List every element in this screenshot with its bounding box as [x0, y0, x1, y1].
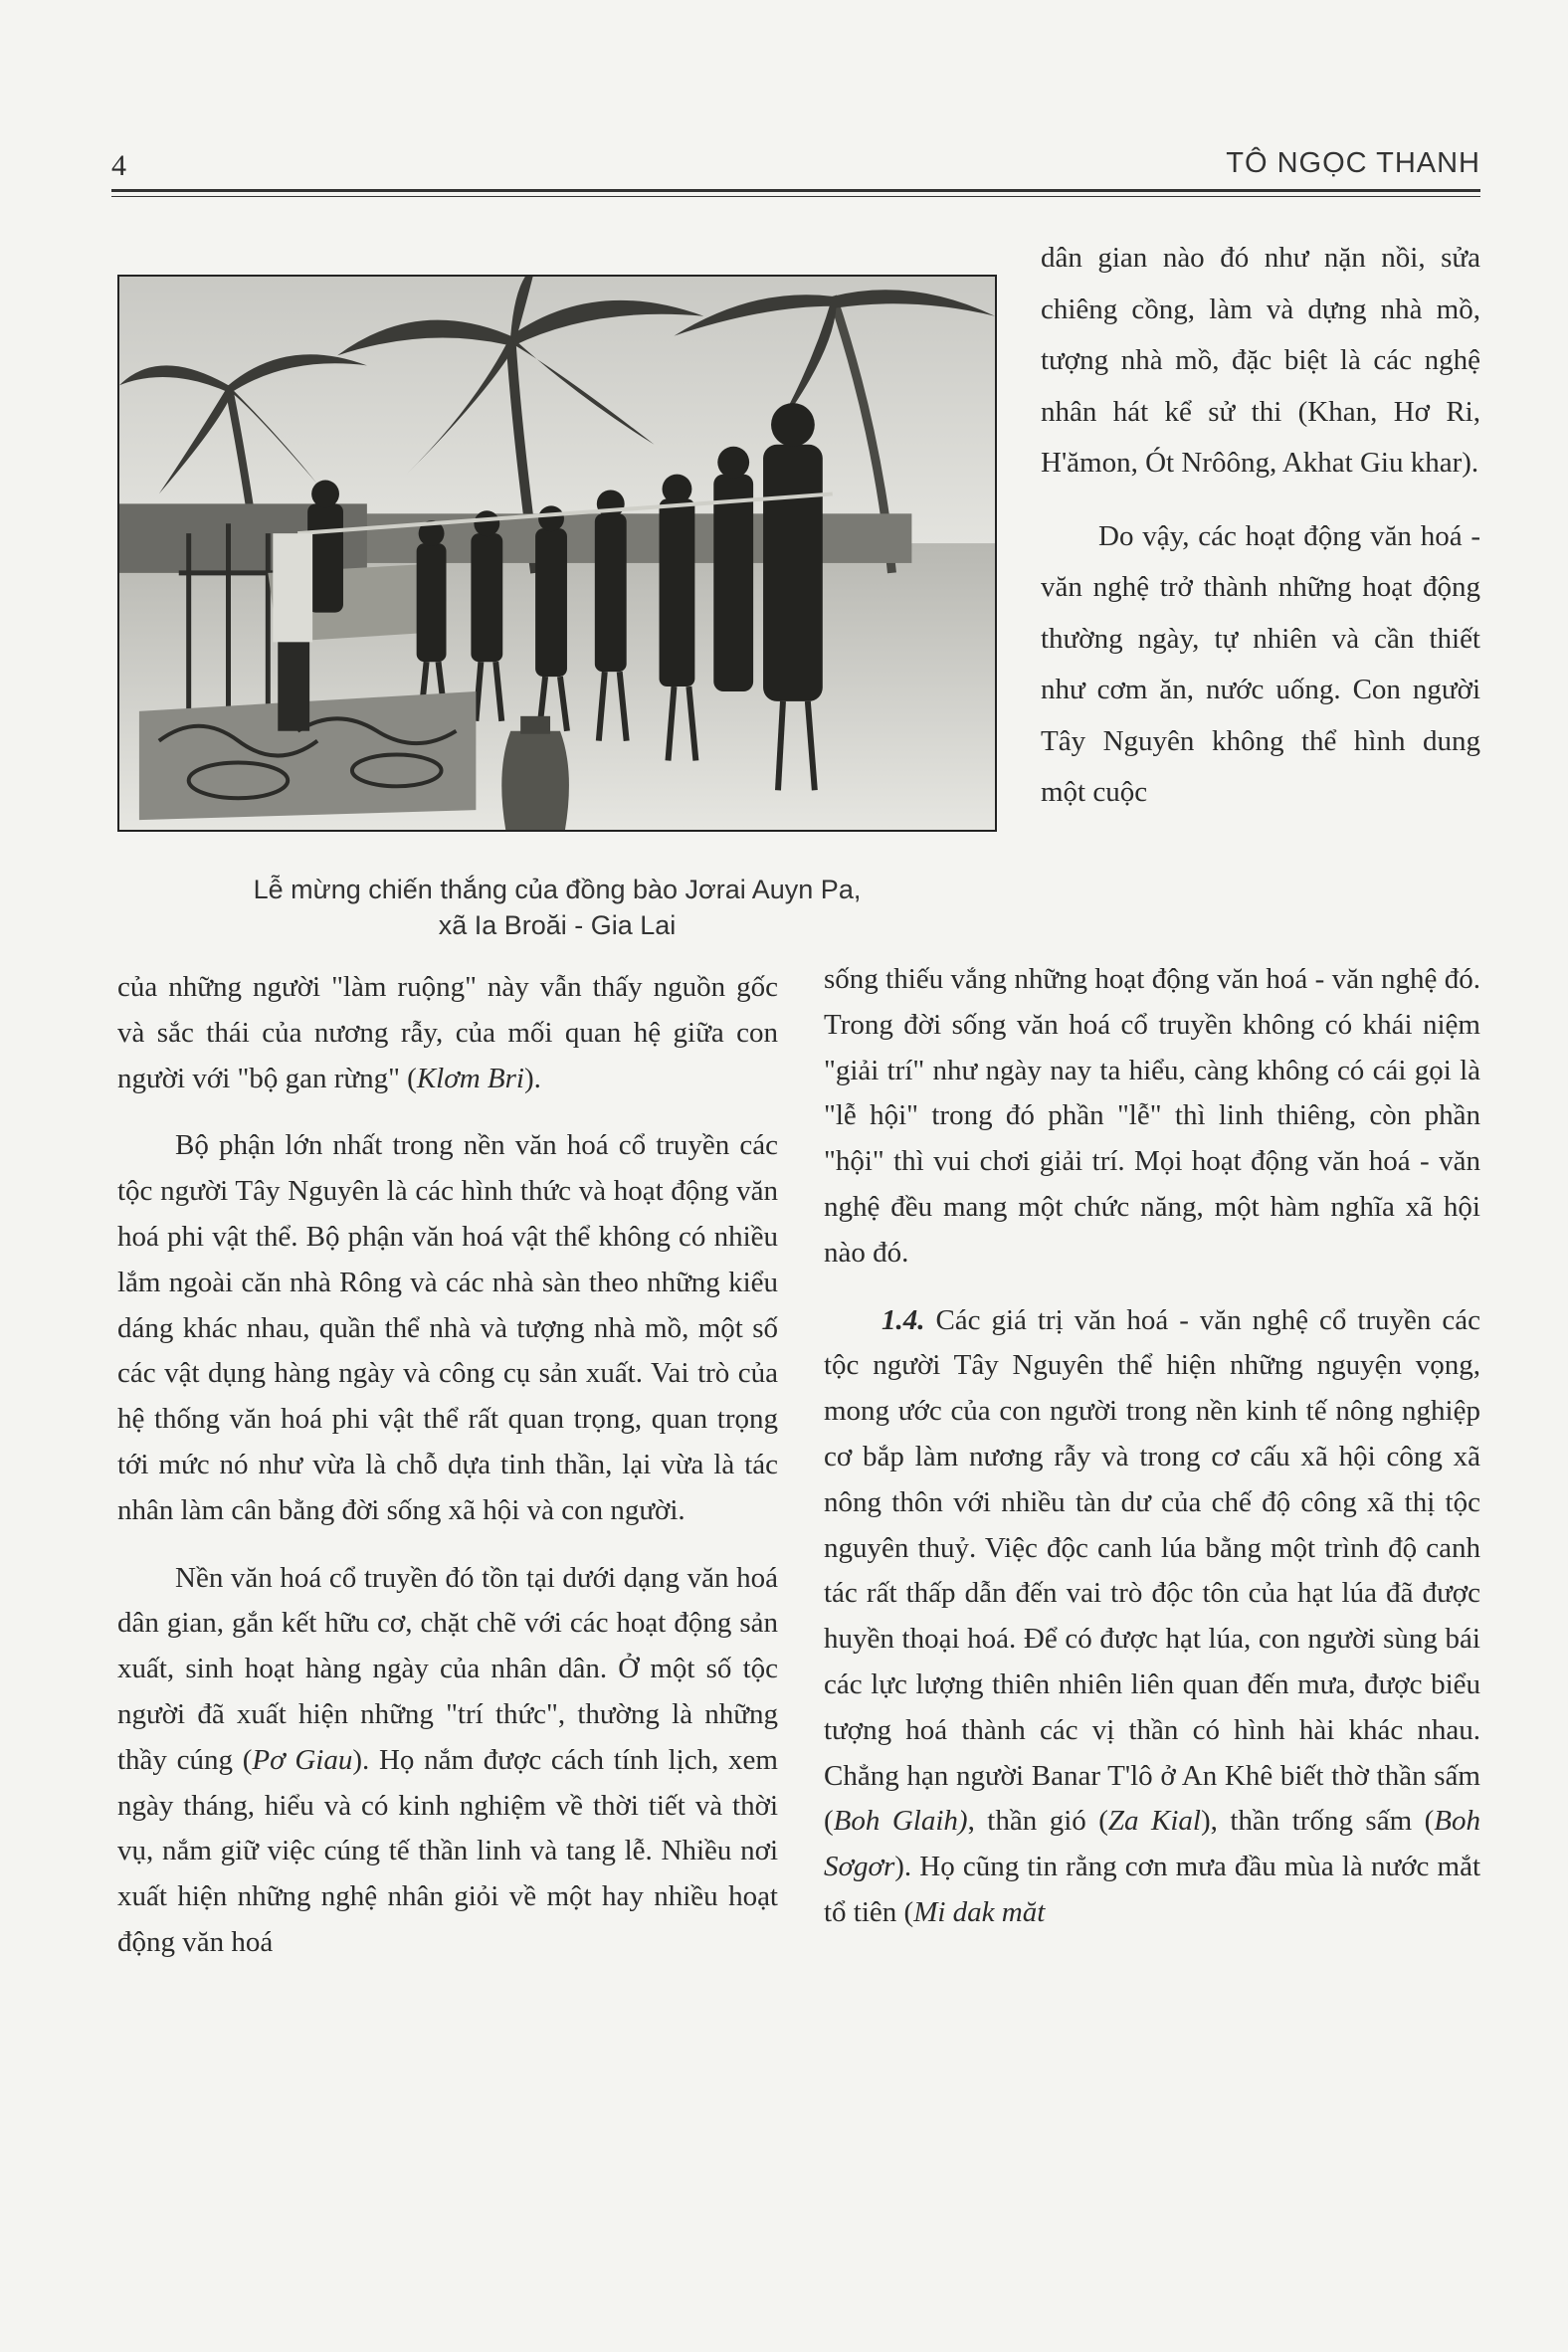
paragraph: sống thiếu vắng những hoạt động văn hoá - văn nghệ đó. Trong đời sống văn hoá cổ truyền không có khái niệm "giải trí" như ngày nay ta hiểu, càng không có cái gọi là "lễ hội" trong đó phần "lễ" thì linh thiêng, còn phần "hội" thì vui chơi giải trí. Mọi hoạt động văn hoá - văn nghệ đều mang một chức năng, một hàm nghĩa xã hội nào đó. — [824, 963, 1480, 1269]
page-number: 4 — [111, 149, 126, 182]
paragraph: dân gian nào đó như nặn nồi, sửa chiêng cồng, làm và dựng nhà mồ, tượng nhà mồ, đặc biệt là các nghệ nhân hát kể sử thi (Khan, Hơ Ri, H'ămon, Ót Nrôông, Akhat Giu khar). — [1041, 242, 1480, 479]
text-run: , thần gió ( — [967, 1805, 1108, 1838]
section-paragraph — [824, 1298, 1480, 1936]
text-run: ). Họ cũng tin rằng cơn mưa đầu mùa là nước mắt tổ tiên ( — [824, 1851, 1480, 1928]
right-column-bottom — [824, 957, 1480, 1936]
italic-term: Boh Glaih) — [833, 1805, 968, 1838]
text-run: ). — [523, 1062, 541, 1094]
paragraph — [117, 1556, 778, 1966]
header-rule — [111, 189, 1480, 192]
left-column — [117, 965, 778, 1966]
right-column-top — [1041, 233, 1480, 819]
figure-caption-line1: Lễ mừng chiến thắng của đồng bào Jơrai Auyn Pa, — [253, 875, 862, 904]
text-run: ). Họ nắm được cách tính lịch, xem ngày tháng, hiểu và có kinh nghiệm về thời tiết và thời vụ, nắm giữ việc cúng tế thần linh và tang lễ. Nhiều nơi xuất hiện những nghệ nhân giỏi về một hay nhiều hoạt động văn hoá — [117, 1743, 778, 1958]
italic-term: Klơm Bri — [416, 1062, 524, 1094]
italic-term: Za Kial — [1107, 1805, 1201, 1838]
paragraph: Bộ phận lớn nhất trong nền văn hoá cổ truyền các tộc người Tây Nguyên là các hình thức và hoạt động văn hoá phi vật thể. Bộ phận văn hoá vật thể không có nhiều lắm ngoài căn nhà Rông và các nhà sàn theo những kiểu dáng khác nhau, quần thể nhà và tượng nhà mồ, một số các vật dụng hàng ngày và công cụ sản xuất. Vai trò của hệ thống văn hoá phi vật thể rất quan trọng, quan trọng tới mức nó như vừa là chỗ dựa tinh thần, lại vừa là tác nhân làm cân bằng đời sống xã hội và con người. — [117, 1129, 778, 1526]
festival-photo — [117, 275, 997, 832]
running-title: TÔ NGỌC THANH — [1226, 147, 1480, 179]
paragraph: Do vậy, các hoạt động văn hoá - văn nghệ trở thành những hoạt động thường ngày, tự nhiên và cần thiết như cơm ăn, nước uống. Con người Tây Nguyên không thể hình dung một cuộc — [1041, 519, 1480, 808]
paragraph — [117, 965, 778, 1101]
text-run: Nền văn hoá cổ truyền đó tồn tại dưới dạng văn hoá dân gian, gắn kết hữu cơ, chặt chẽ với các hoạt động sản xuất, sinh hoạt hàng ngày của nhân dân. Ở một số tộc người đã xuất hiện những "trí thức", thường là những thầy cúng ( — [117, 1561, 778, 1776]
text-run: ), thần trống sấm ( — [1200, 1805, 1435, 1838]
section-number: 1.4. — [882, 1303, 925, 1336]
italic-term: Mi dak măt — [913, 1895, 1046, 1928]
italic-term: Boh Sơgơr — [824, 1805, 1480, 1883]
text-run: của những người "làm ruộng" này vẫn thấy nguồn gốc và sắc thái của nương rẫy, của mối quan hệ giữa con người với "bộ gan rừng" ( — [117, 971, 778, 1094]
italic-term: Pơ Giau — [252, 1743, 353, 1776]
text-run: Các giá trị văn hoá - văn nghệ cổ truyền các tộc người Tây Nguyên thể hiện những nguyện vọng, mong ước của con người trong nền kinh tế nông nghiệp cơ bắp làm nương rẫy và trong cơ cấu xã hội công xã nông thôn với nhiều tàn dư của chế độ công xã thị tộc nguyên thuỷ. Việc độc canh lúa bằng một trình độ canh tác rất thấp dẫn đến vai trò độc tôn của hạt lúa đã được huyền thoại hoá. Để có được hạt lúa, con người sùng bái các lực lượng thiên nhiên liên quan đến mưa, được biểu tượng hoá thành các vị thần có hình hài khác nhau. Chẳng hạn người Banar T'lô ở An Khê biết thờ thần sấm ( — [824, 1303, 1480, 1838]
header-rule-thin — [111, 196, 1480, 197]
figure-caption-line2: xã Ia Broăi - Gia Lai — [438, 910, 677, 940]
